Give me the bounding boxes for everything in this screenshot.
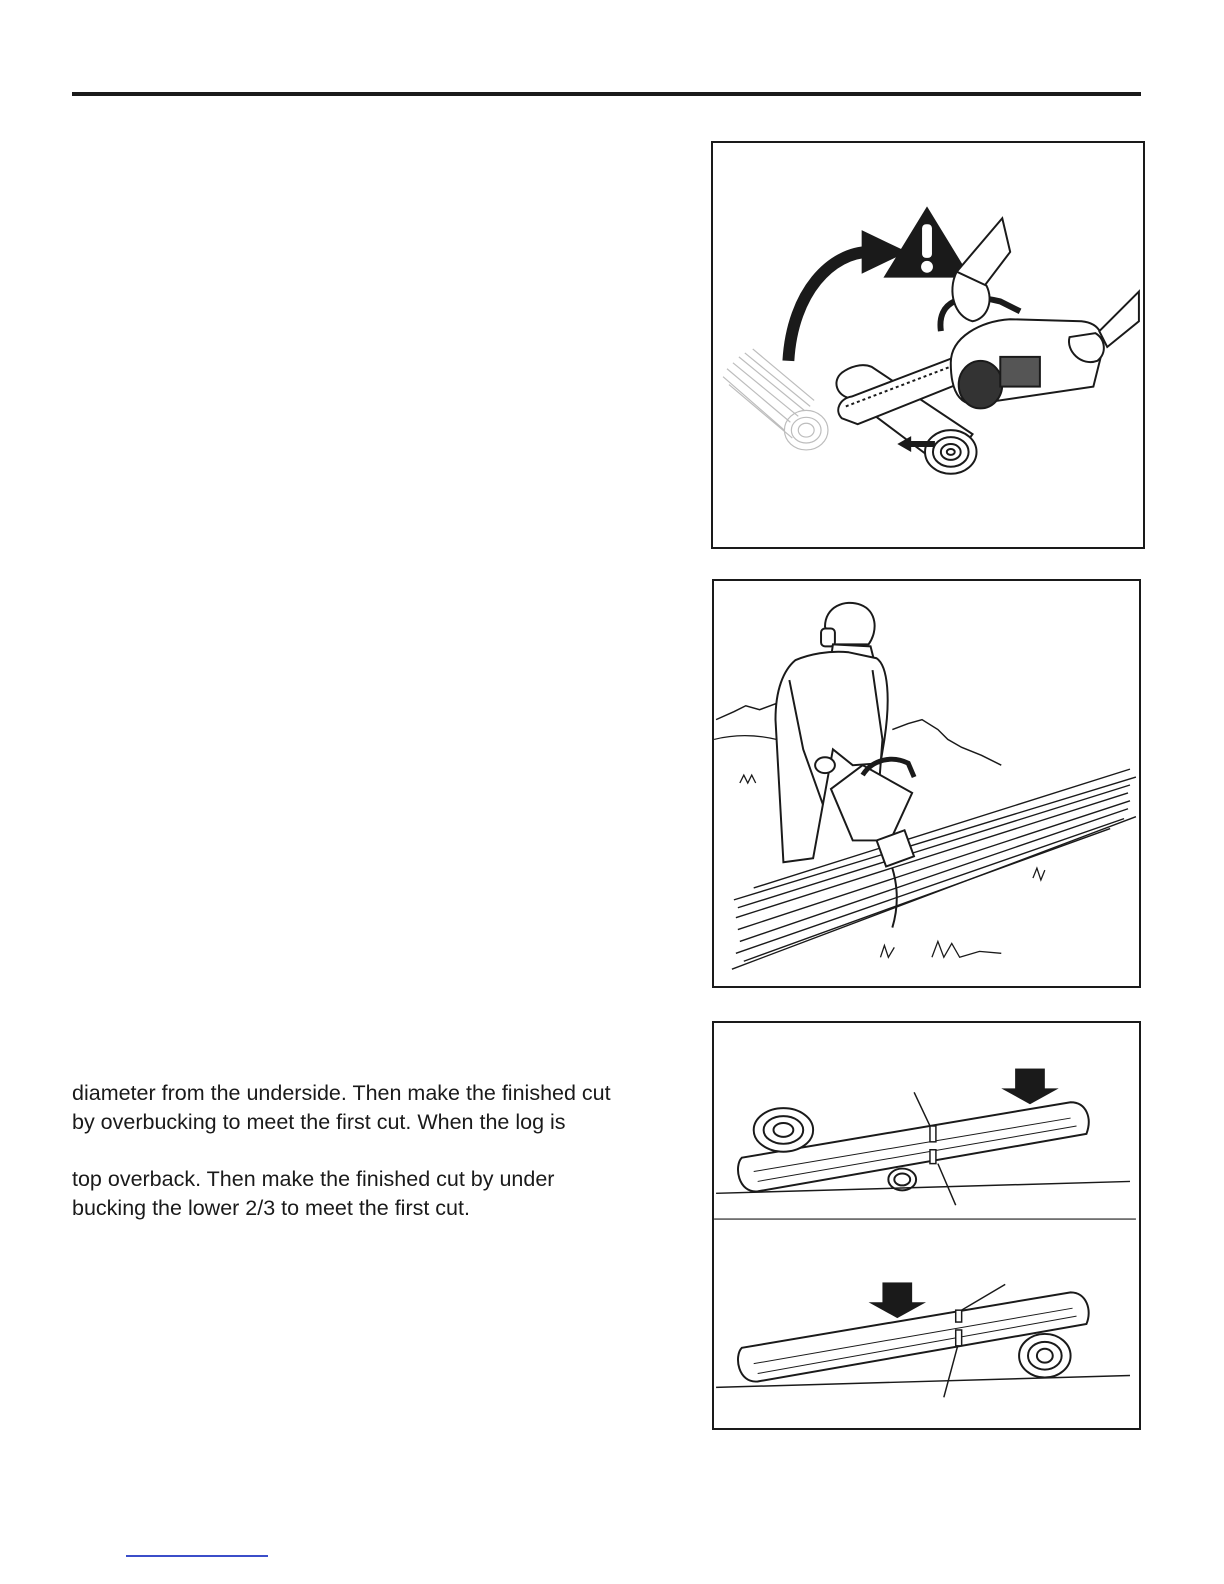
text-line: bucking the lower 2/3 to meet the first cut. xyxy=(72,1195,470,1220)
down-arrow-icon xyxy=(1001,1069,1058,1105)
text-line: by overbucking to meet the first cut. When the log is xyxy=(72,1109,566,1134)
header-rule xyxy=(72,92,1141,96)
footer-link-underline[interactable] xyxy=(126,1555,268,1557)
kickback-warning-figure xyxy=(711,141,1145,549)
kickback-illustration xyxy=(713,143,1143,547)
faded-log xyxy=(723,349,828,450)
bucking-diagram xyxy=(714,1023,1139,1428)
text-line: diameter from the underside. Then make the finished cut xyxy=(72,1081,611,1105)
text-line: top overback. Then make the finished cut by under xyxy=(72,1167,555,1191)
overbucking-underbucking-figure xyxy=(712,1021,1141,1430)
operator-bucking-log-figure xyxy=(712,579,1141,988)
warning-triangle-icon xyxy=(883,206,970,277)
kickback-arrow xyxy=(788,252,869,361)
bucking-instructions xyxy=(72,1079,692,1222)
bottom-log-support xyxy=(1019,1334,1070,1378)
operator-illustration xyxy=(714,581,1139,986)
down-arrow-icon-2 xyxy=(869,1282,926,1318)
